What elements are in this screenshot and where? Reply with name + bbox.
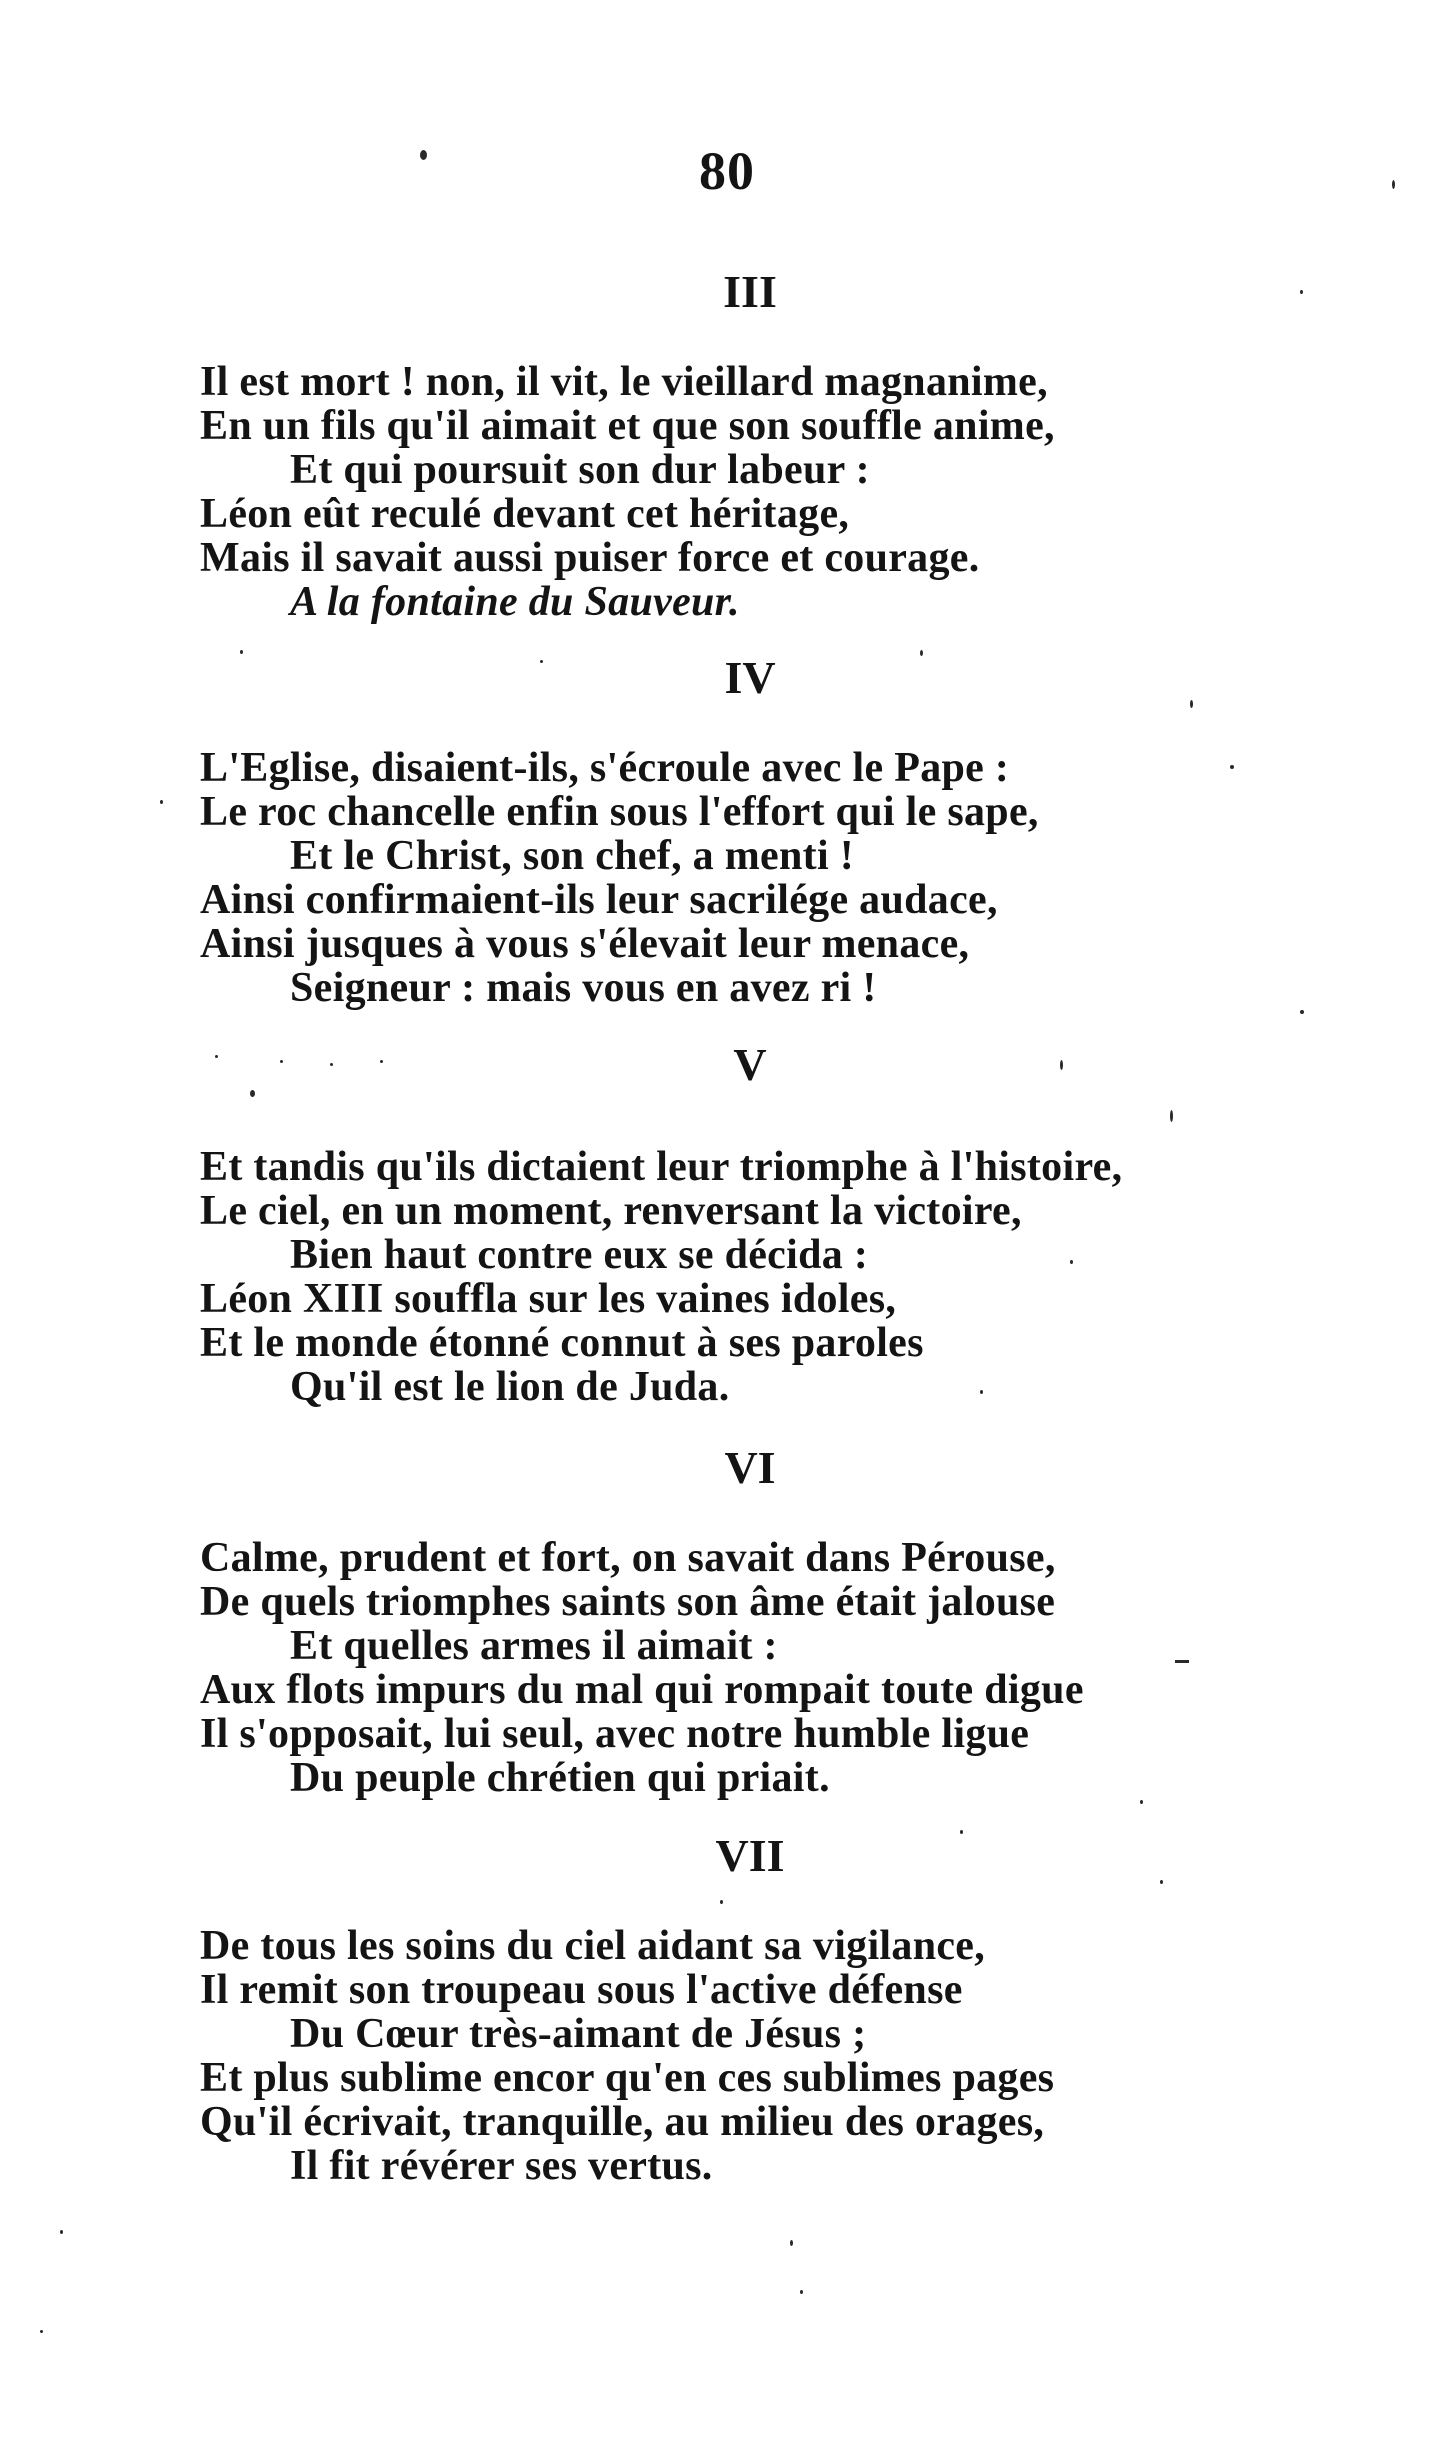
scan-speck — [1392, 180, 1395, 189]
verse-line: Ainsi confirmaient-ils leur sacrilége audace, — [200, 877, 998, 923]
scan-speck — [250, 1090, 255, 1097]
scan-speck — [280, 1060, 283, 1063]
scan-speck — [1230, 765, 1234, 769]
scan-speck — [800, 2290, 803, 2294]
verse — [200, 360, 1260, 624]
verse-line: L'Eglise, disaient-ils, s'écroule avec le Pape : — [200, 745, 1010, 791]
scan-speck — [1190, 700, 1193, 708]
verse-line: Du peuple chrétien qui priait. — [290, 1755, 830, 1801]
verse-line: Et plus sublime encor qu'en ces sublimes pages — [200, 2055, 1055, 2101]
verse-line: Il est mort ! non, il vit, le vieillard magnanime, — [200, 359, 1048, 405]
scan-speck — [215, 1055, 218, 1058]
verse-line: Et le Christ, son chef, a menti ! — [290, 833, 855, 879]
page-number: 80 — [699, 141, 755, 201]
scan-speck — [540, 660, 543, 663]
verse — [200, 1924, 1260, 2188]
scan-speck — [1175, 1660, 1189, 1663]
stanza-iv — [200, 648, 1260, 1010]
scan-speck — [330, 1063, 333, 1066]
stanza-numeral: IV — [724, 652, 776, 703]
verse-line: Et le monde étonné connut à ses paroles — [200, 1320, 924, 1366]
scan-speck — [960, 1830, 963, 1834]
stanza-numeral: VI — [724, 1442, 776, 1493]
verse-line: Léon eût reculé devant cet héritage, — [200, 491, 850, 537]
scan-speck — [1070, 1260, 1073, 1264]
verse-line: Bien haut contre eux se décida : — [290, 1232, 869, 1278]
verse-line: Seigneur : mais vous en avez ri ! — [290, 965, 877, 1011]
scan-speck — [240, 650, 243, 654]
verse-line: Et quelles armes il aimait : — [290, 1623, 778, 1669]
verse-line: Il remit son troupeau sous l'active défense — [200, 1967, 963, 2013]
stanza-numeral: V — [733, 1039, 767, 1090]
stanza-iii — [200, 262, 1260, 624]
verse — [200, 1145, 1260, 1409]
scan-speck — [1300, 290, 1303, 294]
verse-line: En un fils qu'il aimait et que son souffle anime, — [200, 403, 1055, 449]
verse-line: Il s'opposait, lui seul, avec notre humble ligue — [200, 1711, 1030, 1757]
verse — [200, 746, 1260, 1010]
verse-line: De quels triomphes saints son âme était jalouse — [200, 1579, 1056, 1625]
verse-line: Calme, prudent et fort, on savait dans Pérouse, — [200, 1535, 1056, 1581]
verse-line: Mais il savait aussi puiser force et courage. — [200, 535, 980, 581]
scan-speck — [1060, 1060, 1063, 1070]
stanza-v — [200, 1035, 1260, 1409]
scan-speck — [40, 2330, 43, 2333]
verse-line: Il fit révérer ses vertus. — [290, 2143, 713, 2189]
scan-speck — [1160, 1880, 1163, 1884]
scan-speck — [1140, 1800, 1143, 1804]
verse-line: Le roc chancelle enfin sous l'effort qui le sape, — [200, 789, 1039, 835]
scan-speck — [920, 650, 923, 656]
verse-line: Et qui poursuit son dur labeur : — [290, 447, 870, 493]
verse-line: Et tandis qu'ils dictaient leur triomphe à l'histoire, — [200, 1144, 1123, 1190]
stanza-numeral: III — [723, 266, 777, 317]
stanza-vii — [200, 1826, 1260, 2188]
scan-speck — [720, 1900, 723, 1904]
scan-speck — [60, 2230, 63, 2234]
scan-speck — [1170, 1110, 1173, 1122]
verse-line: Qu'il est le lion de Juda. — [290, 1364, 730, 1410]
verse-line: Ainsi jusques à vous s'élevait leur menace, — [200, 921, 970, 967]
scan-speck — [980, 1390, 983, 1394]
stanza-numeral: VII — [715, 1830, 785, 1881]
scan-speck — [380, 1060, 383, 1063]
verse-line: Aux flots impurs du mal qui rompait toute digue — [200, 1667, 1084, 1713]
stanza-vi — [200, 1438, 1260, 1800]
verse — [200, 1536, 1260, 1800]
verse-line: Du Cœur très-aimant de Jésus ; — [290, 2011, 867, 2057]
verse-line: Le ciel, en un moment, renversant la victoire, — [200, 1188, 1022, 1234]
scan-speck — [790, 2240, 793, 2246]
scan-speck — [1300, 1010, 1304, 1014]
verse-line: Léon XIII souffla sur les vaines idoles, — [200, 1276, 897, 1322]
verse-line: Qu'il écrivait, tranquille, au milieu des orages, — [200, 2099, 1045, 2145]
verse-line: De tous les soins du ciel aidant sa vigilance, — [200, 1923, 986, 1969]
scan-speck — [160, 800, 163, 804]
scan-speck — [420, 150, 427, 160]
verse-line: A la fontaine du Sauveur. — [290, 579, 740, 625]
